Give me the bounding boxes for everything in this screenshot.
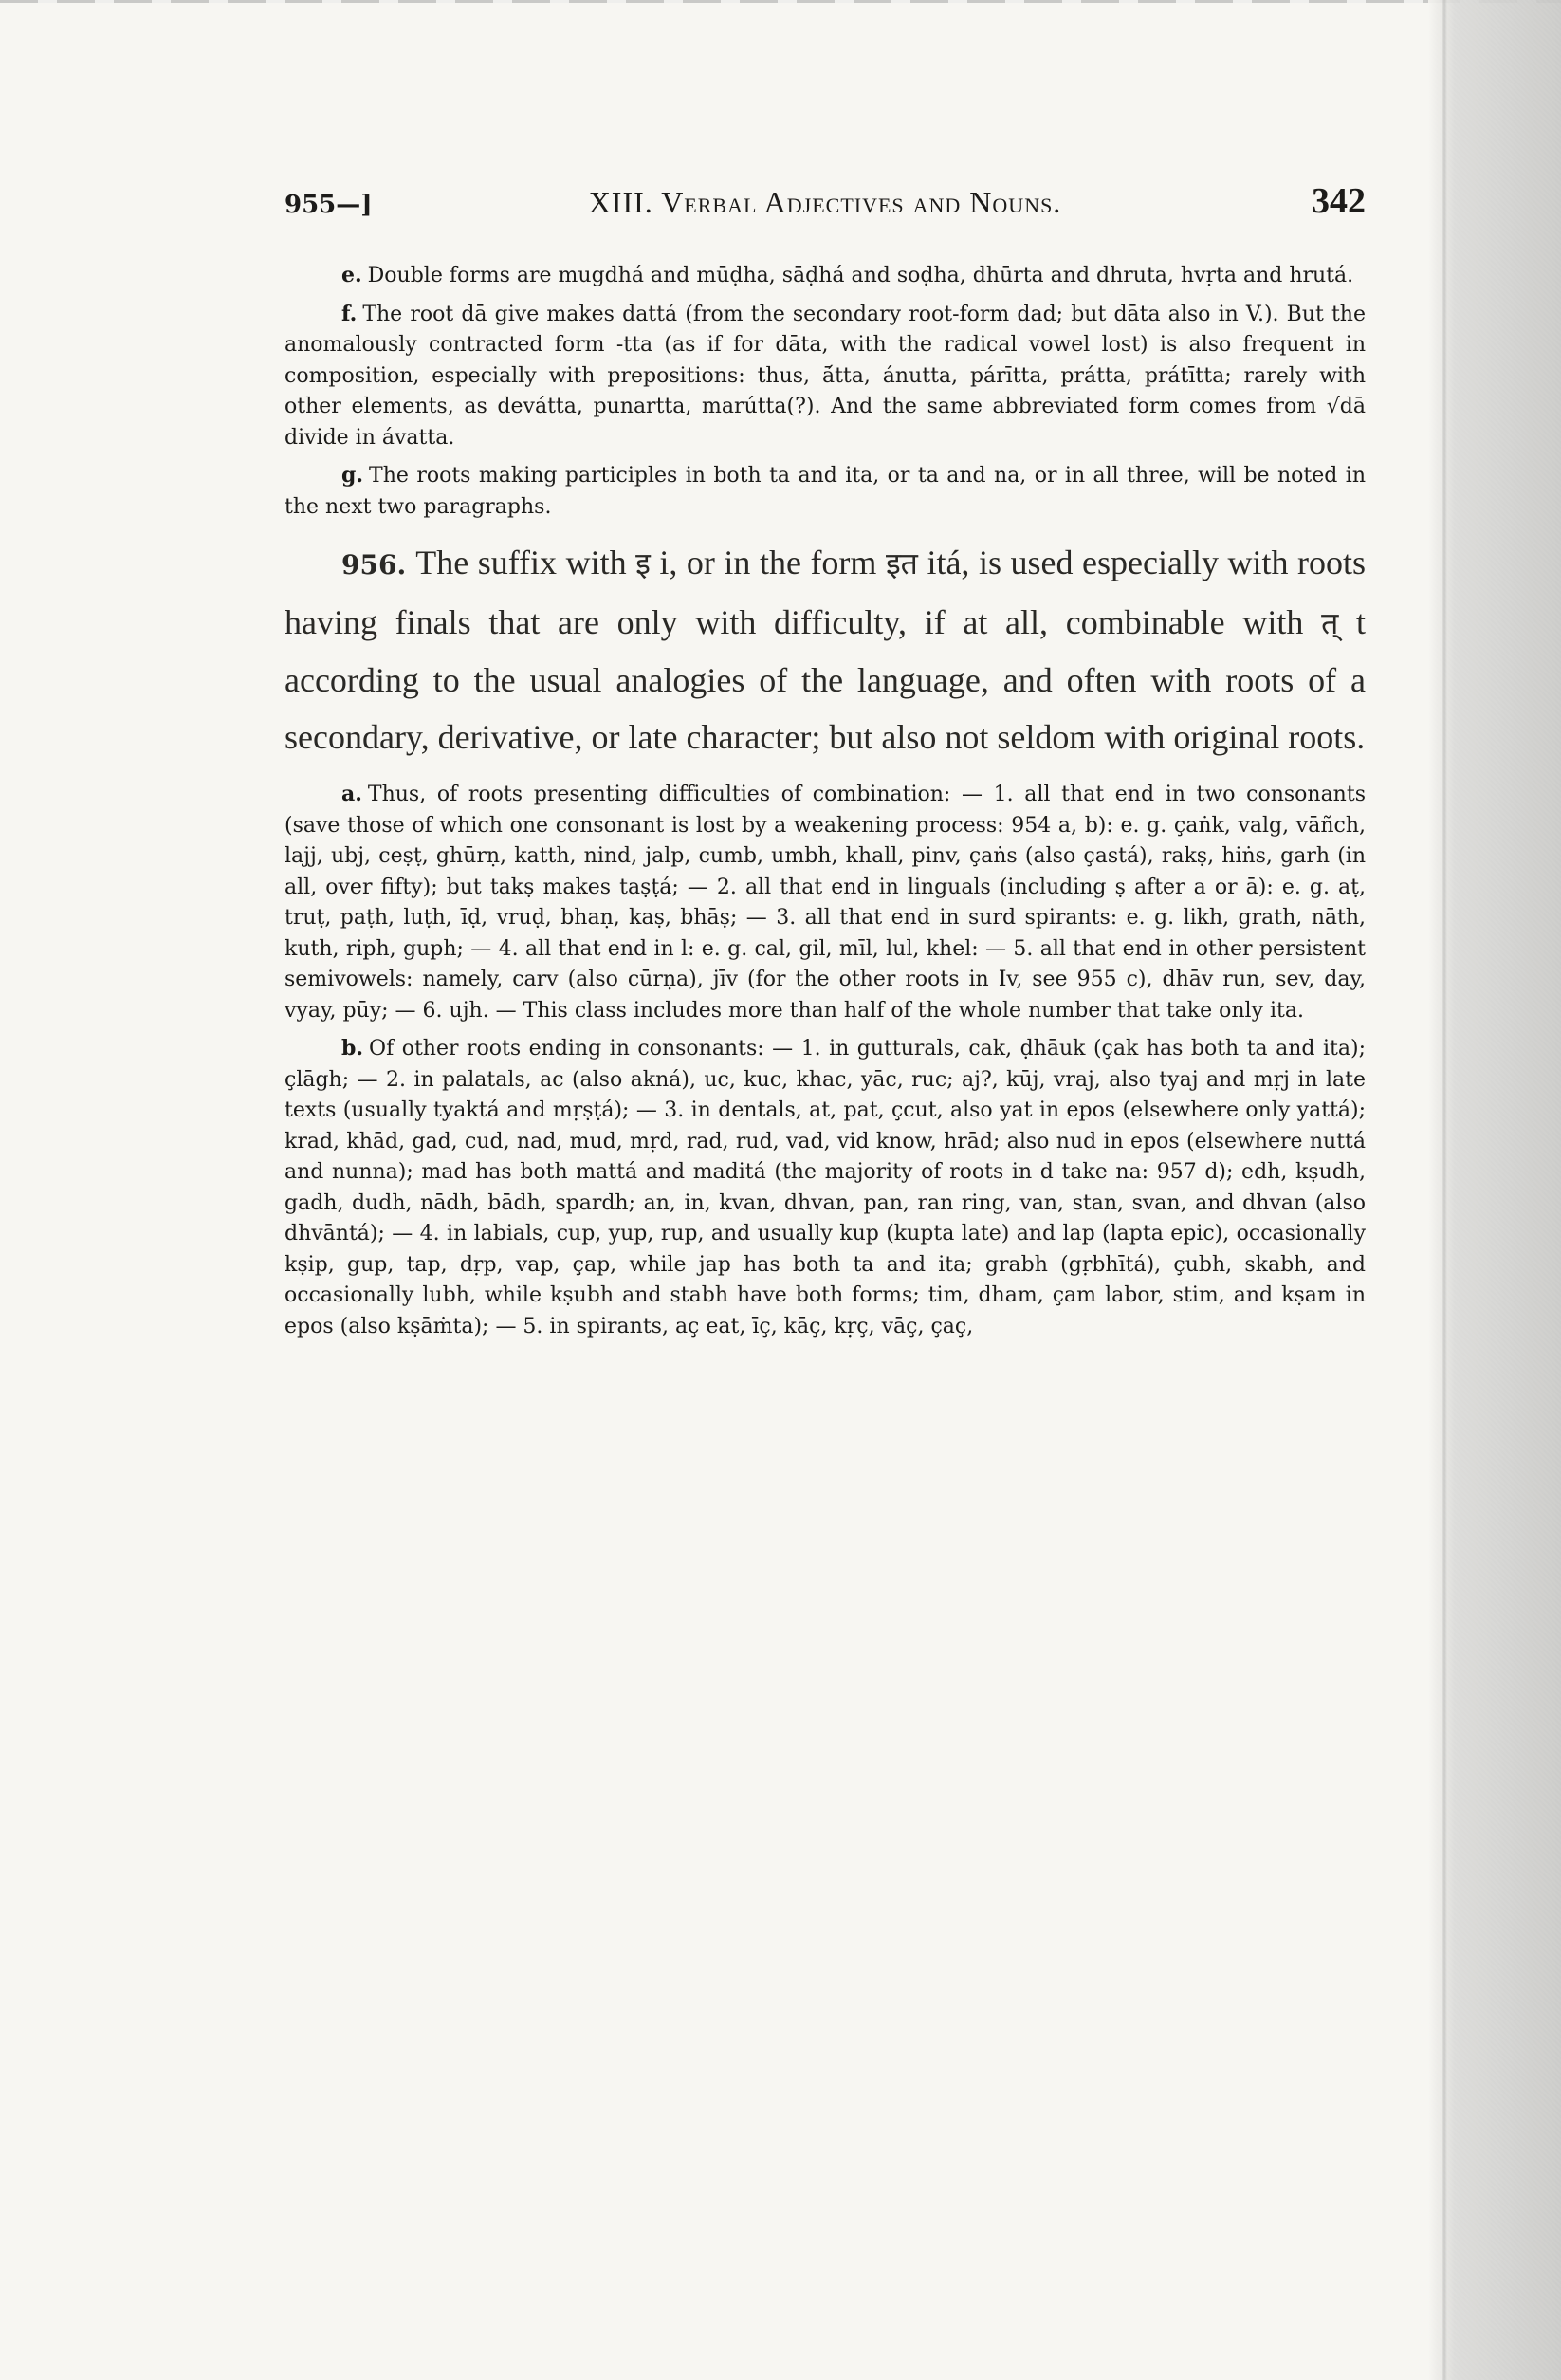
- paragraph-f: [285, 299, 1366, 454]
- paragraph-label: f.: [341, 301, 358, 326]
- paragraph-text: Of other roots ending in consonants: — 1. in gutturals, cak, ḍhāuk (çak has both ta and ita); çlāgh; — 2. in palatals, ac (also akná), uc, kuc, khac, yāc, ruc; aj?, kūj, vraj, also tyaj and mṛj in late texts (usually tyaktá and mṛṣṭá); — 3. in dentals, at, pat, çcut, also yat in epos (elsewhere only yattá); krad, khād, gad, cud, nad, mud, mṛd, rad, rud, vad, vid know, hrād; also nud in epos (elsewhere nuttá and nunna); mad has both mattá and maditá (the majority of roots in d take na: 957 d); edh, kṣudh, gadh, dudh, nādh, bādh, spardh; an, in, kvan, dhvan, pan, ran ring, van, stan, svan, and dhvan (also dhvāntá); — 4. in labials, cup, yup, rup, and usually kup (kupta late) and lap (lapta epic), occasionally kṣip, gup, tap, dṛp, vap, çap, while jap has both ta and ita; grabh (gṛbhītá), çubh, skabh, and occasionally lubh, while kṣubh and stabh have both forms; tim, dham, çam labor, stim, and kṣam in epos (also kṣāṁta); — 5. in spirants, aç eat, īç, kāç, kṛç, vāç, çaç,: [285, 1037, 1366, 1338]
- paragraph-text: The root dā give makes dattá (from the secondary root-form dad; but dāta also in V.). But the anomalously contracted form -tta (as if for dāta, with the radical vowel lost) is also frequent in composition, especially with prepositions: thus, ā́tta, ánutta, párītta, prátta, prátītta; rarely with other elements, as devátta, punartta, marútta(?). And the same abbreviated form comes from √dā divide in ávatta.: [285, 302, 1366, 450]
- section-text: t according to the usual analogies of the language, and often with roots of a secondary, derivative, or late character; but also not seldom with original roots.: [285, 603, 1367, 756]
- scanner-gutter: [1428, 0, 1561, 2380]
- scan-top-edge: [0, 0, 1561, 3]
- section-number: 956.: [341, 549, 407, 581]
- chapter-title: XIII. Verbal Adjectives and Nouns.: [588, 185, 1062, 219]
- devanagari-ita: इत: [885, 545, 918, 581]
- paragraph-label: e.: [341, 263, 362, 287]
- paragraph-text: Double forms are mugdhá and mūḍha, sāḍhá and soḍha, dhūrta and dhruta, hvṛta and hrutá.: [367, 264, 1354, 287]
- page-content: [285, 180, 1366, 1349]
- devanagari-t: त्: [1321, 605, 1339, 641]
- paragraph-b: [285, 1033, 1366, 1342]
- page-edge-shadow: [1442, 0, 1447, 2380]
- section-reference: 955—]: [285, 191, 373, 219]
- paragraph-g: [285, 460, 1366, 523]
- section-text: i, or in the form: [659, 544, 877, 581]
- paragraph-text: Thus, of roots presenting difficulties of combination: — 1. all that end in two consonants (save those of which one consonant is lost by a weakening process: 954 a, b): e. g. çaṅk, valg, vāñch, lajj, ubj, ceṣṭ, ghūrṇ, katth, nind, jalp, cumb, umbh, khall, pinv, çaṅs (also çastá), rakṣ, hiṅs, garh (in all, over fifty); but takṣ makes taṣṭá; — 2. all that end in linguals (including ṣ after a or ā): e. g. aṭ, truṭ, paṭh, luṭh, īḍ, vruḍ, bhaṇ, kaṣ, bhāṣ; — 3. all that end in surd spirants: e. g. likh, grath, nāth, kuth, riph, guph; — 4. all that end in l: e. g. cal, gil, mīl, lul, khel: — 5. all that end in other persistent semivowels: namely, carv (also cūrṇa), jīv (for the other roots in Iv, see 955 c), dhāv run, sev, day, vyay, pūy; — 6. ujh. — This class includes more than half of the whole number that take only ita.: [285, 783, 1366, 1023]
- paragraph-text: The roots making participles in both ta and ita, or ta and na, or in all three, will be noted in the next two paragraphs.: [285, 464, 1366, 519]
- paragraph-label: b.: [341, 1036, 364, 1061]
- paragraph-e: [285, 260, 1366, 292]
- devanagari-i: इ: [635, 545, 651, 581]
- section-text: itá, is used especially with roots having finals that are only with difficulty, if at all, combinable with: [285, 544, 1367, 641]
- paragraph-label: g.: [341, 463, 364, 488]
- running-head: [285, 180, 1366, 233]
- section-text: The suffix with: [415, 544, 627, 581]
- section-956: [285, 534, 1366, 766]
- paragraph-a: [285, 779, 1366, 1026]
- page-number: 342: [1312, 181, 1366, 221]
- paragraph-label: a.: [341, 782, 362, 806]
